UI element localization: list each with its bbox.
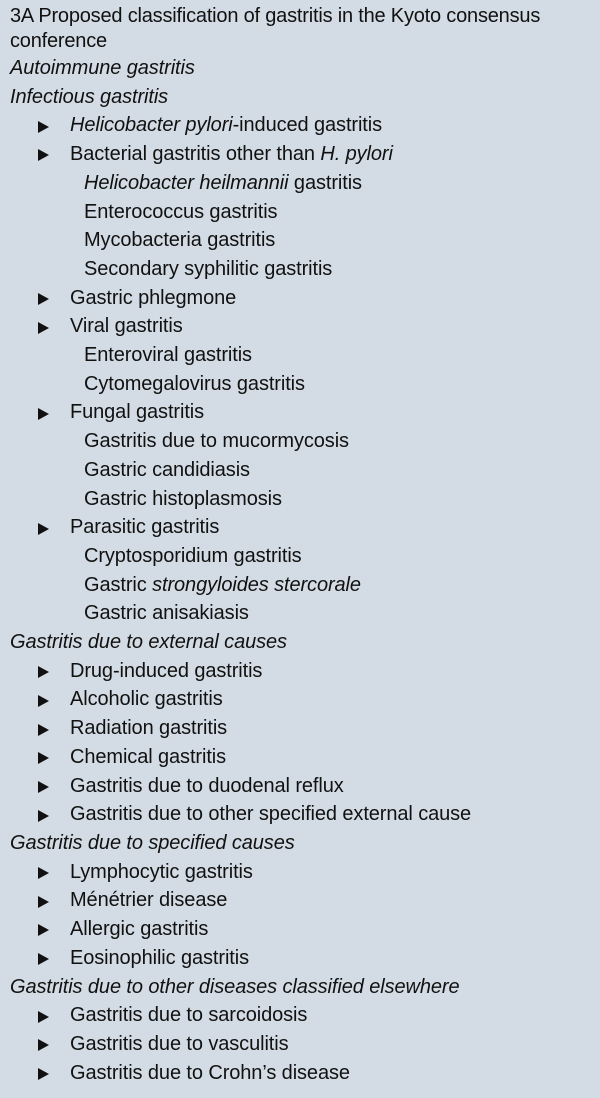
bullet-icon — [38, 1068, 49, 1080]
category-infectious: Infectious gastritis — [10, 85, 169, 108]
specified-list — [0, 858, 600, 973]
sub-item: Cytomegalovirus gastritis — [84, 372, 305, 395]
list-item — [0, 743, 600, 772]
item-text: Gastric phlegmone — [70, 286, 237, 309]
external-list — [0, 657, 600, 829]
bullet-icon — [38, 867, 49, 879]
list-item — [0, 284, 600, 313]
item-italic: Helicobacter pylori — [70, 114, 233, 137]
bullet-icon — [38, 953, 49, 965]
list-item — [0, 685, 600, 714]
category-specified: Gastritis due to specified causes — [10, 831, 295, 854]
category-external: Gastritis due to external causes — [10, 631, 287, 654]
item-italic: H. pylori — [320, 143, 393, 166]
item-italic: strongyloides stercorale — [152, 573, 361, 596]
bullet-icon — [38, 896, 49, 908]
item-text: Radiation gastritis — [70, 717, 228, 740]
item-text: Parasitic gastritis — [70, 516, 220, 539]
item-italic: Helicobacter heilmannii — [84, 171, 289, 194]
bullet-icon — [38, 695, 49, 707]
bullet-icon — [38, 293, 49, 305]
bullet-icon — [38, 149, 49, 161]
bullet-icon — [38, 1011, 49, 1023]
category-other: Gastritis due to other diseases classified elsewhere — [10, 975, 460, 998]
bullet-icon — [38, 121, 49, 133]
bullet-icon — [38, 924, 49, 936]
bullet-icon — [38, 322, 49, 334]
sub-item: Gastric candidiasis — [84, 458, 250, 481]
bullet-icon — [38, 1039, 49, 1051]
item-text: Allergic gastritis — [70, 918, 209, 941]
list-item — [0, 1030, 600, 1059]
item-text: Lymphocytic gastritis — [70, 860, 253, 883]
bullet-icon — [38, 724, 49, 736]
sub-item — [0, 169, 600, 198]
list-item — [0, 657, 600, 686]
list-item — [0, 111, 600, 140]
item-text: gastritis — [288, 171, 362, 194]
list-item — [0, 140, 600, 169]
sub-item: Enteroviral gastritis — [84, 344, 252, 367]
bullet-icon — [38, 810, 49, 822]
list-item — [0, 858, 600, 887]
bullet-icon — [38, 523, 49, 535]
list-item — [0, 1001, 600, 1030]
item-text: Ménétrier disease — [70, 889, 228, 912]
item-text: Gastritis due to vasculitis — [70, 1032, 289, 1055]
item-text: Eosinophilic gastritis — [70, 946, 249, 969]
list-item — [0, 772, 600, 801]
item-text: Bacterial gastritis other than — [70, 143, 321, 166]
list-item — [0, 944, 600, 973]
item-text: Gastritis due to sarcoidosis — [70, 1004, 308, 1027]
category-autoimmune: Autoimmune gastritis — [10, 57, 195, 79]
item-text: -induced gastritis — [232, 114, 383, 137]
list-item — [0, 312, 600, 341]
item-text: Fungal gastritis — [70, 401, 205, 424]
list-item — [0, 513, 600, 542]
bullet-icon — [38, 408, 49, 420]
bullet-icon — [38, 666, 49, 678]
list-item — [0, 915, 600, 944]
sub-item: Cryptosporidium gastritis — [84, 544, 302, 567]
list-item — [0, 714, 600, 743]
list-item — [0, 886, 600, 915]
other-list — [0, 1001, 600, 1087]
sub-item: Mycobacteria gastritis — [84, 229, 276, 252]
list-item — [0, 1059, 600, 1088]
item-text: Chemical gastritis — [70, 745, 227, 768]
list-item — [0, 398, 600, 427]
bullet-icon — [38, 752, 49, 764]
sub-item: Gastric anisakiasis — [84, 602, 249, 625]
sub-item: Gastric histoplasmosis — [84, 487, 282, 510]
sub-item: Gastritis due to mucormycosis — [84, 430, 349, 453]
sub-item: Enterococcus gastritis — [84, 200, 278, 223]
title-line-1: 3A Proposed classification of gastritis in the Kyoto consensus — [10, 5, 541, 27]
item-text: Gastric — [84, 573, 153, 596]
item-text: Gastritis due to duodenal reflux — [70, 774, 344, 797]
table-title — [10, 4, 600, 54]
sub-item: Secondary syphilitic gastritis — [84, 257, 333, 280]
list-item — [0, 800, 600, 829]
item-text: Viral gastritis — [70, 315, 183, 338]
bullet-icon — [38, 781, 49, 793]
sub-item — [0, 571, 600, 600]
title-line-2: conference — [10, 30, 107, 52]
item-text: Gastritis due to Crohn’s disease — [70, 1061, 350, 1084]
item-text: Gastritis due to other specified external cause — [70, 803, 472, 826]
item-text: Alcoholic gastritis — [70, 688, 223, 711]
item-text: Drug-induced gastritis — [70, 659, 263, 682]
